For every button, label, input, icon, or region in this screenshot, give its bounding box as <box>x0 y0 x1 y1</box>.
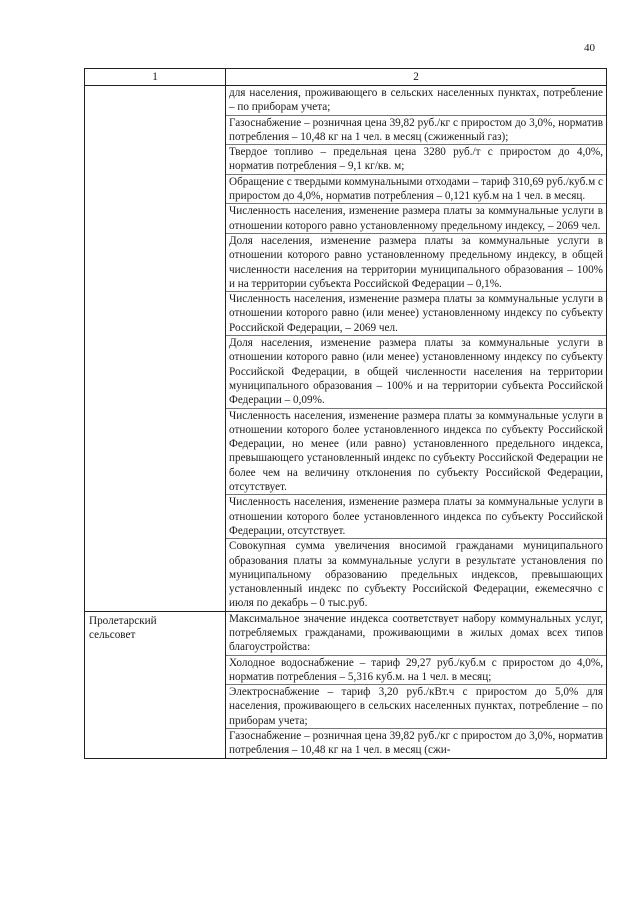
settlement-name-line: Пролетарский <box>89 614 157 627</box>
indicator-paragraph: Доля населения, изменение размера платы за коммунальные услуги в отношении которого равно установленному предельному индексу, в общей численности населения на территории муниципального образования – 100% и на территории субъекта Российской Федерации – 0,1%. <box>226 234 606 292</box>
indicator-paragraph: Газоснабжение – розничная цена 39,82 руб./кг с приростом до 3,0%, норматив потребления – 10,48 кг на 1 чел. в месяц (сжи- <box>229 730 603 757</box>
indicator-paragraph: Численность населения, изменение размера платы за коммунальные услуги в отношении которого более установленного индекса по субъекту Российской Федерации, но менее (или равно) установленного предельного индекса, превышающего установленный индекс по субъекту Российской Федерации не более чем на величину отклонения по субъекту Российской Федерации, отсутствует. <box>226 409 606 496</box>
indicator-paragraph: Совокупная сумма увеличения вносимой гражданами муниципального образования платы за коммунальные услуги в результате установления по муниципальному образованию предельных индексов, превышающих установленный индекс по субъекту Российской Федерации, ежемесячно с июля по декабрь – 0 тыс.руб. <box>229 540 603 610</box>
table-row <box>85 611 607 758</box>
indicator-paragraph: Численность населения, изменение размера платы за коммунальные услуги в отношении которого более установленного индекса по субъекту Российской Федерации, отсутствует. <box>226 495 606 539</box>
indicator-paragraph: Максимальное значение индекса соответствует набору коммунальных услуг, потребляемых гражданами, проживающими в жилых домах всех типов благоустройства: <box>226 612 606 656</box>
tariff-table <box>84 68 607 759</box>
indicators-cell <box>226 611 607 758</box>
indicator-paragraph: Электроснабжение – тариф 3,20 руб./кВт.ч с приростом до 5,0% для населения, проживающего в сельских населенных пунктах, потребление – по приборам учета; <box>226 685 606 729</box>
settlement-name-line: сельсовет <box>89 628 136 641</box>
page-number: 40 <box>584 42 595 54</box>
table-row <box>85 86 607 612</box>
column-header-2: 2 <box>226 69 607 86</box>
indicator-paragraph: Численность населения, изменение размера платы за коммунальные услуги в отношении которого равно (или менее) установленному индексу по субъекту Российской Федерации, – 2069 чел. <box>226 292 606 336</box>
indicator-paragraph: Твердое топливо – предельная цена 3280 руб./т с приростом до 4,0%, норматив потребления – 9,1 кг/кв. м; <box>226 145 606 175</box>
indicator-paragraph: Доля населения, изменение размера платы за коммунальные услуги в отношении которого равно (или менее) установленному индексу по субъекту Российской Федерации, в общей численности населения на территории муниципального образования – 100% и на территории субъекта Российской Федерации – 0,09%. <box>226 336 606 408</box>
indicator-paragraph: Обращение с твердыми коммунальными отходами – тариф 310,69 руб./куб.м с приростом до 4,0%, норматив потребления – 0,121 куб.м на 1 чел. в месяц. <box>226 175 606 205</box>
settlement-name-cell <box>85 611 226 758</box>
indicator-paragraph: Численность населения, изменение размера платы за коммунальные услуги в отношении которого равно установленному предельному индексу, – 2069 чел. <box>226 204 606 234</box>
indicators-cell <box>226 86 607 612</box>
indicator-paragraph: для населения, проживающего в сельских населенных пунктах, потребление – по приборам учета; <box>226 86 606 116</box>
column-header-1: 1 <box>85 69 226 86</box>
settlement-name-cell <box>85 86 226 612</box>
table-header-row <box>85 69 607 86</box>
indicator-paragraph: Газоснабжение – розничная цена 39,82 руб./кг с приростом до 3,0%, норматив потребления – 10,48 кг на 1 чел. в месяц (сжиженный газ); <box>226 116 606 146</box>
indicator-paragraph: Холодное водоснабжение – тариф 29,27 руб./куб.м с приростом до 4,0%, норматив потребления – 5,316 куб.м. на 1 чел. в месяц; <box>226 656 606 686</box>
